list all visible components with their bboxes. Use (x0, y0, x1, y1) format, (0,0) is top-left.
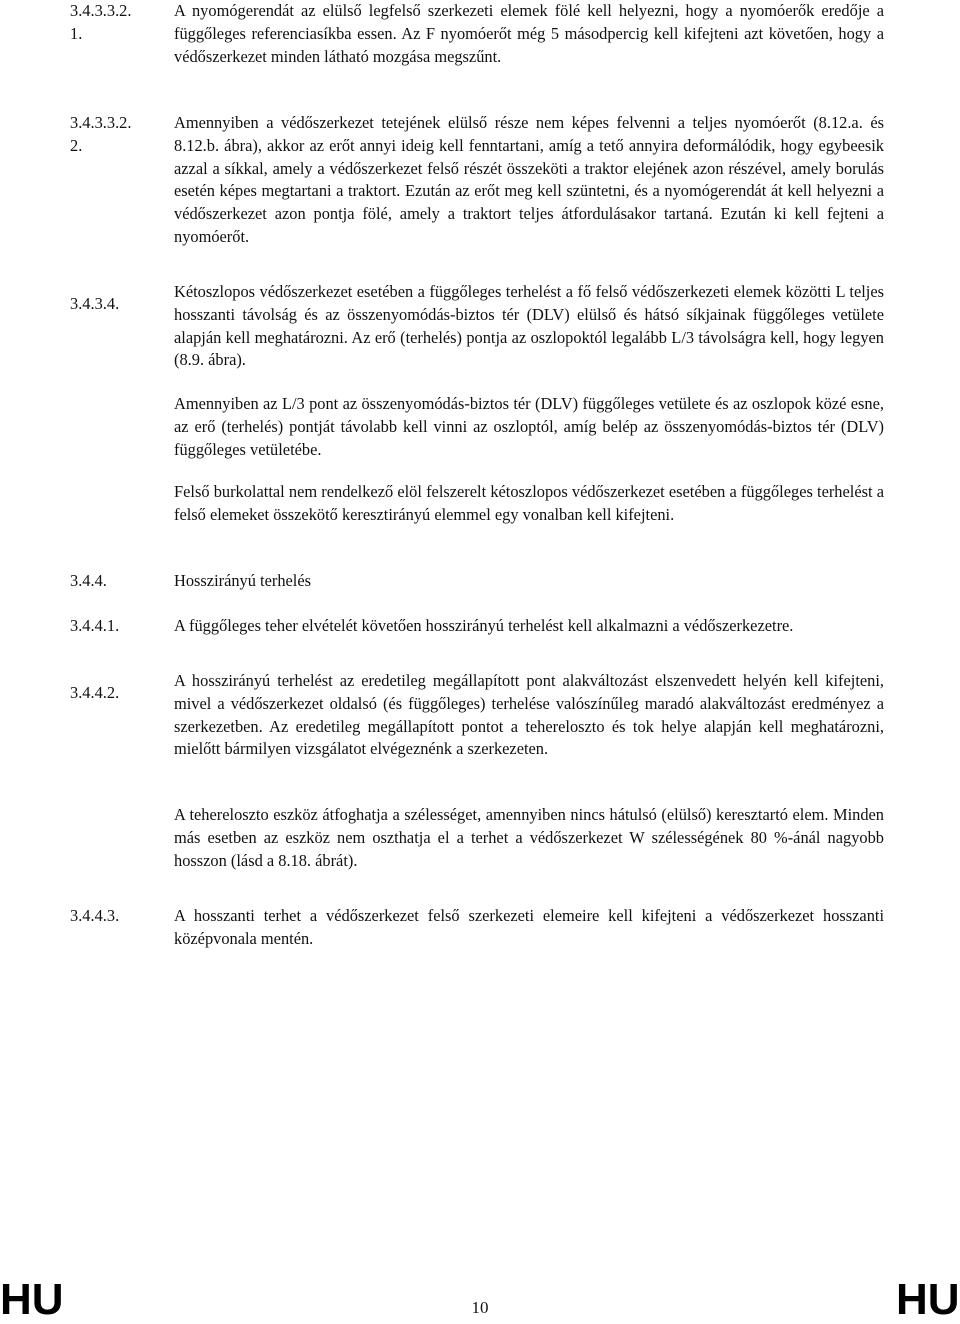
paragraph: A hosszanti terhet a védőszerkezet felső szerkezeti elemeire kell kifejteni a védőszerkezet hosszanti középvonala mentén. (174, 906, 884, 948)
section-body (174, 804, 884, 872)
section-body (174, 481, 884, 527)
page-number: 10 (471, 1298, 489, 1317)
paragraph: Amennyiben az L/3 pont az összenyomódás-biztos tér (DLV) függőleges vetülete és az oszlopok közé esne, az erő (terhelés) pontját távolabb kell vinni az oszloptól, amíg belép az összenyomódás-biztos tér (DLV) függőleges vetületébe. (174, 394, 884, 459)
footer-country-code-right: HU (896, 1275, 960, 1324)
section-body (174, 0, 884, 68)
paragraph: A hosszirányú terhelést az eredetileg megállapított pont alakváltozást elszenvedett helyén kell kifejteni, mivel a védőszerkezet oldalsó (és függőleges) terhelése valószínűleg maradó alakváltozást eredményez a szerkezetben. Az eredetileg megállapított pontot a tehereloszto és tok helye alapján kell meghatározni, mielőtt bármilyen vizsgálatot elvégeznénk a szerkezeten. (174, 671, 884, 759)
section-body (174, 905, 884, 951)
paragraph: A nyomógerendát az elülső legfelső szerkezeti elemek fölé kell helyezni, hogy a nyomóerők eredője a függőleges referenciasíkba essen. Az F nyomóerőt még 5 másodpercig kell kifejteni azt követően, hogy a védőszerkezet minden látható mozgása megszűnt. (174, 1, 884, 66)
section-body (174, 615, 884, 638)
section-body (174, 112, 884, 249)
footer-country-code-left: HU (0, 1275, 64, 1324)
section-number: 3.4.4.3. (70, 906, 120, 925)
section-body (174, 393, 884, 461)
section-number: 3.4.4.1. (70, 616, 120, 635)
section-number: 3.4.3.3.2. 1. (70, 1, 132, 43)
paragraph: A tehereloszto eszköz átfoghatja a szélességet, amennyiben nincs hátulsó (elülső) keresztartó elem. Minden más esetben az eszköz nem oszthatja el a terhet a védőszerkezet W szélességének 80 %-ánál nagyobb hosszon (lásd a 8.18. ábrát). (174, 805, 884, 870)
heading-text: Hosszirányú terhelés (174, 571, 311, 590)
paragraph: Amennyiben a védőszerkezet tetejének elülső része nem képes felvenni a teljes nyomóerőt (8.12.a. és 8.12.b. ábra), akkor az erőt annyi ideig kell fenntartani, amíg a tető annyira deformálódik, hogy egybeesik azzal a síkkal, amely a védőszerkezet felső részét összeköti a traktor elejének azon részével, amely borulás esetén képes megtartani a traktort. Ezután az erőt meg kell szüntetni, és a nyomógerendát át kell helyezni a védőszerkezet azon pontja fölé, amely a traktort teljes átfordulásakor tartaná. Ezután ki kell fejteni a nyomóerőt. (174, 113, 884, 246)
paragraph: Kétoszlopos védőszerkezet esetében a függőleges terhelést a fő felső védőszerkezeti elemek közötti L teljes hosszanti távolság és az összenyomódás-biztos tér (DLV) elülső és hátsó síkjainak függőleges vetülete alapján kell meghatározni. Az erő (terhelés) pontja az oszlopoktól legalább L/3 távolságra kell, hogy legyen (8.9. ábra). (174, 282, 884, 370)
section-heading (174, 570, 884, 593)
section-number: 3.4.4. (70, 571, 107, 590)
section-number: 3.4.3.4. (70, 294, 120, 313)
section-number: 3.4.3.3.2. 2. (70, 113, 132, 155)
paragraph: A függőleges teher elvételét követően hosszirányú terhelést kell alkalmazni a védőszerkezetre. (174, 616, 794, 635)
section-body (174, 670, 884, 761)
section-body (174, 281, 884, 372)
paragraph: Felső burkolattal nem rendelkező elöl felszerelt kétoszlopos védőszerkezet esetében a függőleges terhelést a felső elemeket összekötő keresztirányú elemmel egy vonalban kell kifejteni. (174, 482, 884, 524)
section-number: 3.4.4.2. (70, 683, 120, 702)
